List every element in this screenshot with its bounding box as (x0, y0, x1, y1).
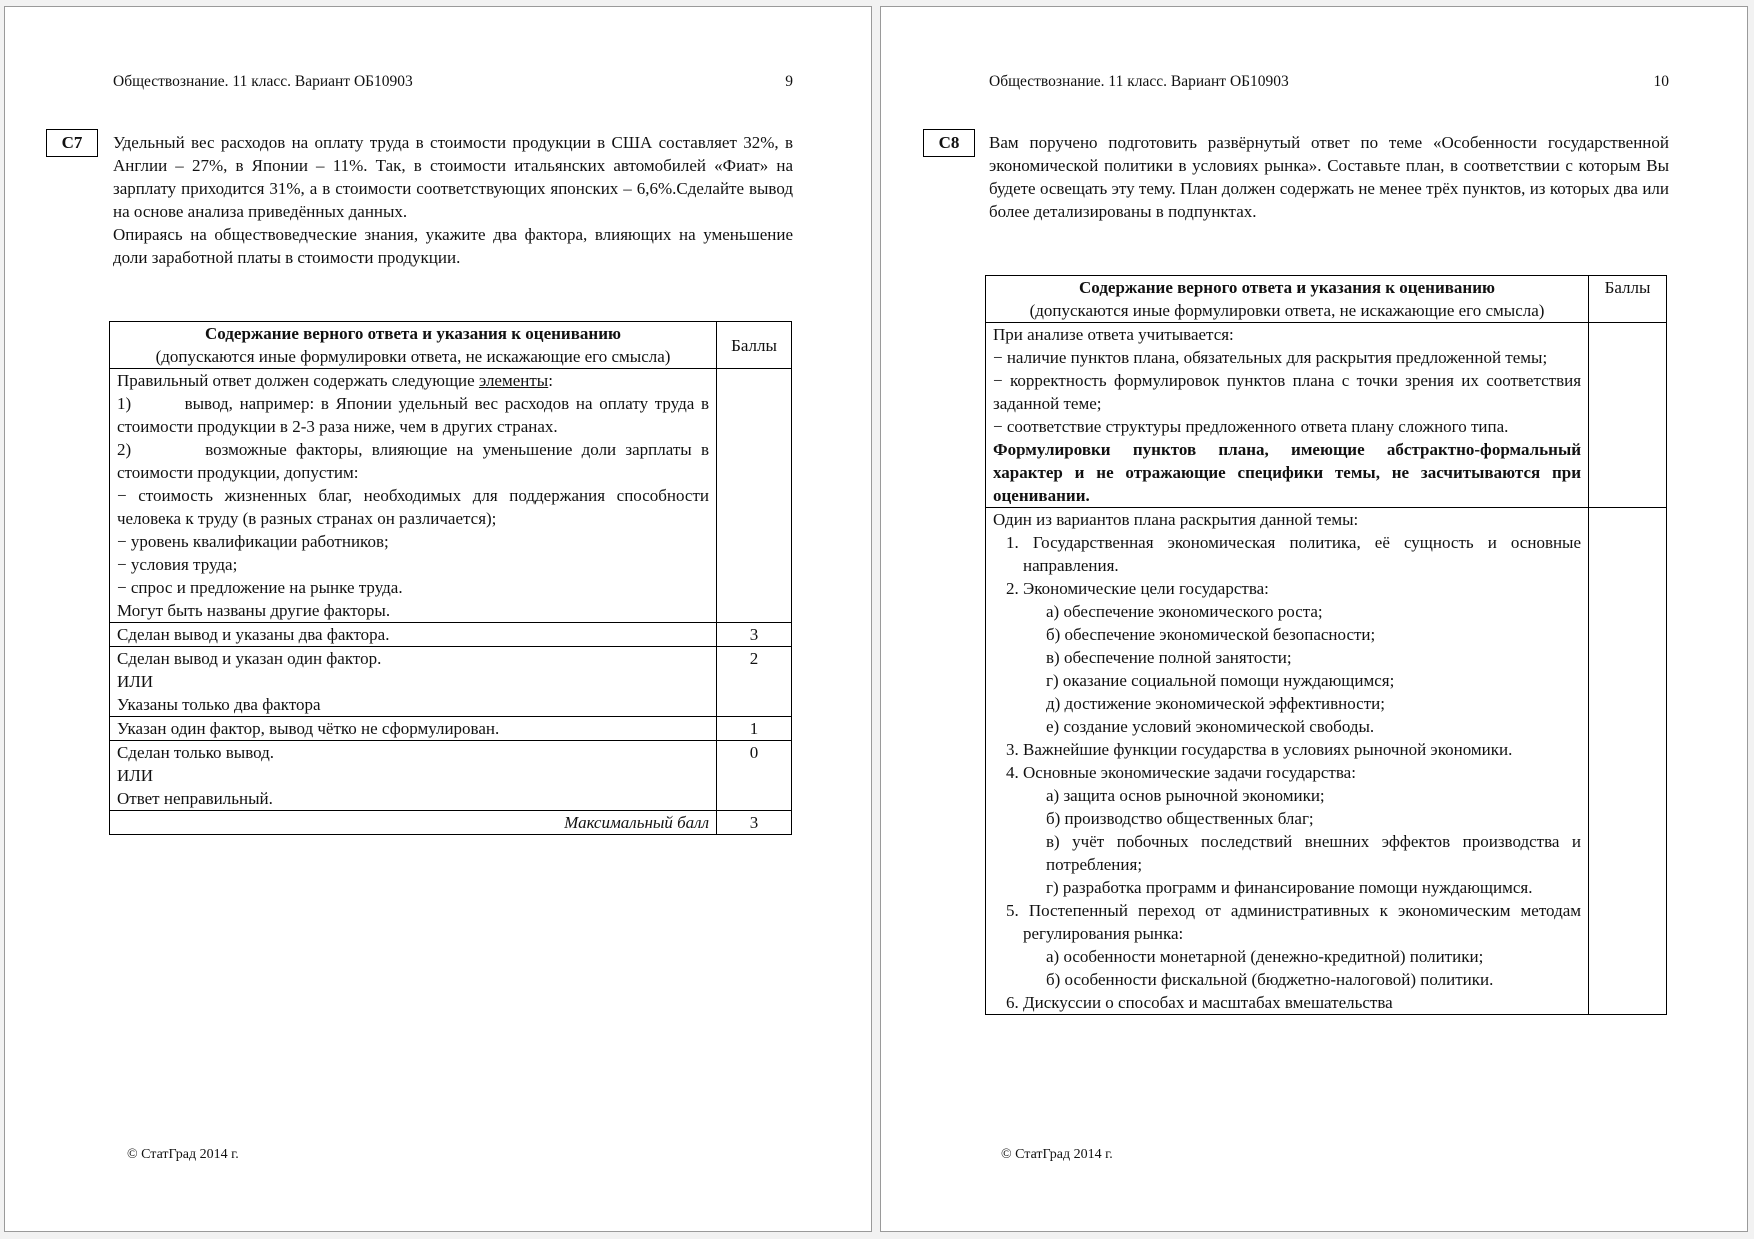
table-header-title: Содержание верного ответа и указания к оцениванию (1079, 278, 1495, 297)
plan-subitem: е) создание условий экономической свободы. (1046, 717, 1375, 736)
page-header (989, 73, 1669, 91)
answer-item: − уровень квалификации работников; (117, 532, 389, 551)
criteria-cell (110, 717, 717, 741)
answer-score-cell (717, 369, 792, 623)
task-paragraph: Удельный вес расходов на оплату труда в стоимости продукции в США составляет 32%, в Англии – 27%, в Японии – 11%. Так, в стоимости итальянских автомобилей «Фиат» на зарплату приходится 31%, а в стоимости соответствующих японских – 6,6%.Сделайте вывод на основе анализа приведённых данных. (113, 133, 793, 221)
score-cell: 0 (717, 741, 792, 811)
table-row (110, 741, 792, 811)
page-footer: © СтатГрад 2014 г. (127, 1147, 239, 1162)
analysis-intro: При анализе ответа учитывается: (993, 325, 1234, 344)
grading-table-c7 (109, 321, 792, 835)
plan-subitem: а) обеспечение экономического роста; (1046, 602, 1323, 621)
page-number: 9 (785, 73, 793, 90)
plan-item: 5. Постепенный переход от административных к экономическим методам регулирования рынка: (1006, 901, 1582, 943)
grading-table-c8 (985, 275, 1667, 1015)
plan-cell (986, 508, 1589, 1015)
plan-subitem: в) обеспечение полной занятости; (1046, 648, 1292, 667)
plan-item: 6. Дискуссии о способах и масштабах вмешательства (1006, 993, 1393, 1012)
table-header-score: Баллы (717, 322, 792, 369)
plan-score-cell (1589, 508, 1667, 1015)
answer-intro (117, 369, 709, 392)
table-row-plan (986, 508, 1667, 1015)
answer-item: 2) возможные факторы, влияющие на уменьшение доли зарплаты в стоимости продукции, допустим: (117, 440, 710, 482)
plan-subitem: г) оказание социальной помощи нуждающимся; (1046, 671, 1395, 690)
answer-content-cell (110, 369, 717, 623)
analysis-item: − корректность формулировок пунктов плана с точки зрения их соответствия заданной теме; (993, 371, 1582, 413)
page-right (880, 6, 1748, 1232)
table-row (110, 623, 792, 647)
header-title: Обществознание. 11 класс. Вариант ОБ10903 (113, 73, 413, 90)
page-left (4, 6, 872, 1232)
plan-subitem: г) разработка программ и финансирование помощи нуждающимся. (1046, 878, 1533, 897)
task-label-c7: С7 (46, 129, 98, 157)
table-header-content (986, 276, 1589, 323)
plan-subitem: а) особенности монетарной (денежно-кредитной) политики; (1046, 947, 1484, 966)
plan-subitem: б) производство общественных благ; (1046, 809, 1314, 828)
plan-item: 1. Государственная экономическая политика, её сущность и основные направления. (1006, 533, 1582, 575)
answer-intro-text: Правильный ответ должен содержать следующие (117, 371, 479, 390)
task-paragraph: Опираясь на обществоведческие знания, укажите два фактора, влияющих на уменьшение доли заработной платы в стоимости продукции. (113, 225, 793, 267)
criteria-text: Сделан вывод и указаны два фактора. (117, 625, 390, 644)
table-header-row (110, 322, 792, 369)
answer-item: − спрос и предложение на рынке труда. (117, 578, 403, 597)
criteria-text: Сделан только вывод. (117, 743, 275, 762)
analysis-cell (986, 323, 1589, 508)
analysis-score-cell (1589, 323, 1667, 508)
answer-intro-end: : (548, 371, 553, 390)
max-score-label: Максимальный балл (110, 811, 717, 835)
score-cell: 2 (717, 647, 792, 717)
answer-item: − условия труда; (117, 555, 238, 574)
plan-subitem: д) достижение экономической эффективности; (1046, 694, 1385, 713)
task-text-c7 (113, 131, 793, 269)
page-footer: © СтатГрад 2014 г. (1001, 1147, 1113, 1162)
plan-item: 2. Экономические цели государства: (1006, 579, 1269, 598)
task-text-c8 (989, 131, 1669, 223)
criteria-text: Указаны только два фактора (117, 695, 321, 714)
plan-subitem: а) защита основ рыночной экономики; (1046, 786, 1325, 805)
table-header-score: Баллы (1589, 276, 1667, 323)
plan-subitem: б) обеспечение экономической безопасности; (1046, 625, 1376, 644)
page-header (113, 73, 793, 91)
analysis-item: − соответствие структуры предложенного ответа плану сложного типа. (993, 417, 1509, 436)
plan-item: 3. Важнейшие функции государства в условиях рыночной экономики. (1006, 740, 1513, 759)
answer-item: − стоимость жизненных благ, необходимых для поддержания способности человека к труду (в разных странах он различается); (117, 486, 710, 528)
criteria-text: ИЛИ (117, 766, 154, 785)
score-cell: 3 (717, 623, 792, 647)
table-row-analysis (986, 323, 1667, 508)
table-row (110, 717, 792, 741)
plan-intro: Один из вариантов плана раскрытия данной темы: (993, 510, 1359, 529)
table-row-max (110, 811, 792, 835)
header-title: Обществознание. 11 класс. Вариант ОБ10903 (989, 73, 1289, 90)
plan-item: 4. Основные экономические задачи государства: (1006, 763, 1356, 782)
task-paragraph: Вам поручено подготовить развёрнутый ответ по теме «Особенности государственной экономической политики в условиях рынка». Составьте план, в соответствии с которым Вы будете освещать эту тему. План должен содержать не менее трёх пунктов, из которых два или более детализированы в подпунктах. (989, 133, 1669, 221)
criteria-text: Сделан вывод и указан один фактор. (117, 649, 382, 668)
table-header-row (986, 276, 1667, 323)
table-header-content (110, 322, 717, 369)
max-score-value: 3 (717, 811, 792, 835)
table-row (110, 647, 792, 717)
criteria-text: Ответ неправильный. (117, 789, 273, 808)
table-header-title: Содержание верного ответа и указания к оцениванию (205, 324, 621, 343)
table-row-answer (110, 369, 792, 623)
criteria-cell (110, 741, 717, 811)
criteria-cell (110, 623, 717, 647)
answer-item: 1) вывод, например: в Японии удельный вес расходов на оплату труда в стоимости продукции в 2-3 раза ниже, чем в других странах. (117, 394, 710, 436)
table-header-note: (допускаются иные формулировки ответа, не искажающие его смысла) (155, 347, 671, 366)
plan-subitem: б) особенности фискальной (бюджетно-налоговой) политики. (1046, 970, 1494, 989)
task-label-c8: С8 (923, 129, 975, 157)
plan-subitem: в) учёт побочных последствий внешних эффектов производства и потребления; (1046, 832, 1582, 874)
score-cell: 1 (717, 717, 792, 741)
analysis-item: − наличие пунктов плана, обязательных для раскрытия предложенной темы; (993, 348, 1548, 367)
analysis-bold-note: Формулировки пунктов плана, имеющие абстрактно-формальный характер и не отражающие специфики темы, не засчитываются при оценивании. (993, 440, 1582, 505)
answer-item: Могут быть названы другие факторы. (117, 601, 391, 620)
criteria-text: ИЛИ (117, 672, 154, 691)
answer-intro-underlined: элементы (478, 371, 549, 390)
page-number: 10 (1653, 73, 1669, 90)
criteria-text: Указан один фактор, вывод чётко не сформулирован. (117, 719, 500, 738)
criteria-cell (110, 647, 717, 717)
table-header-note: (допускаются иные формулировки ответа, не искажающие его смысла) (1029, 301, 1545, 320)
